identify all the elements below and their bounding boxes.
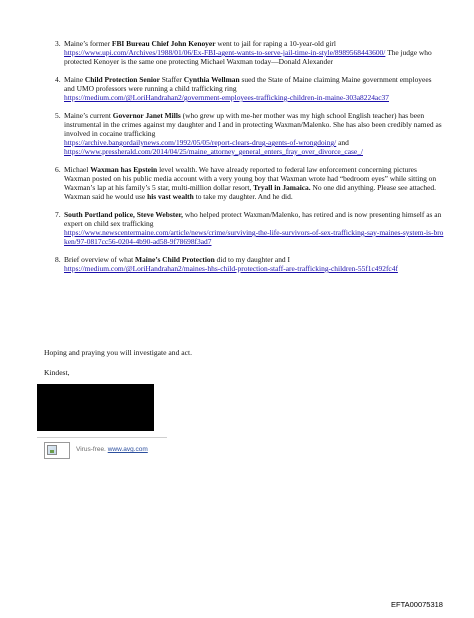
item-bold-text: his vast wealth — [147, 192, 194, 201]
item-text: Maine’s current — [64, 111, 113, 120]
list-item-4 — [44, 75, 444, 102]
item-text: to take my daughter. And he did. — [193, 192, 293, 201]
divider — [37, 437, 167, 438]
list-item-3 — [44, 39, 444, 66]
newscentermaine-link[interactable]: https://www.newscentermaine.com/article/news/crime/surviving-the-life-survivors-of-sex-trafficking-say-maines-system-is-broken/97-0817cc56-0204-4b90-ad58-9f78698f3ad7 — [64, 228, 444, 246]
signoff-text: Kindest, — [44, 368, 70, 377]
item-text: did to my daughter and I — [214, 255, 290, 264]
virus-free-notice — [76, 446, 148, 453]
list-number: 3. — [55, 39, 61, 48]
medium-link[interactable]: https://medium.com/@LoriHandrahan2/maines-hhs-child-protection-staff-are-trafficking-children-55f1c492fc4f — [64, 264, 398, 273]
item-bold-text: Cynthia Wellman — [183, 75, 240, 84]
document-id: EFTA00075318 — [391, 600, 443, 609]
list-number: 6. — [55, 165, 61, 174]
item-text: Maine — [64, 75, 85, 84]
upi-link[interactable]: https://www.upi.com/Archives/1988/01/06/Ex-FBI-agent-wants-to-serve-jail-time-in-style/8989568443600/ — [64, 48, 386, 57]
avg-logo-icon[interactable] — [44, 442, 70, 459]
closing-text: Hoping and praying you will investigate and act. — [44, 348, 193, 357]
list-number: 8. — [55, 255, 61, 264]
medium-link[interactable]: https://medium.com/@LoriHandrahan2/government-employees-trafficking-children-in-maine-303a8224ac37 — [64, 93, 389, 102]
item-text: The judge who protected Kenoyer is the same one protecting Michael Waxman today—Donald Alexander — [64, 48, 432, 66]
virus-free-label: Virus-free. — [76, 446, 106, 453]
list-item-7 — [44, 210, 444, 246]
item-text: Staffer — [159, 75, 184, 84]
item-bold-text: Governor Janet Mills — [112, 111, 181, 120]
item-text: who helped protect Waxman/Malenko, has retired and is now presenting himself as an expert on child sex trafficking — [64, 210, 442, 228]
bangordailynews-link[interactable]: https://archive.bangordailynews.com/1992/05/05/report-clears-drug-agents-of-wrongdoing/ — [64, 138, 337, 147]
item-bold-text: Waxman has Epstein — [90, 165, 158, 174]
item-bold-text: Tryall in Jamaica. — [253, 183, 311, 192]
item-text: sued the State of Maine claiming Maine government employees and UMO professors were running a child trafficking ring — [64, 75, 432, 93]
list-item-5 — [44, 111, 444, 156]
list-item-8 — [44, 255, 444, 273]
avg-link[interactable]: www.avg.com — [107, 446, 148, 453]
item-text: level wealth. We have already reported to federal law enforcement concerning pictures Waxman posted on his public media account with a very young boy that Waxman wrote had “bedroom eyes” while sitting on Waxman’s lap at his family’s 5 star, multi-million dollar resort, — [64, 165, 437, 192]
pressherald-link[interactable]: https://www.pressherald.com/2014/04/25/maine_attorney_general_enters_fray_over_divorce_case_/ — [64, 147, 363, 156]
redacted-signature-block — [37, 384, 154, 431]
broken-image-icon — [47, 445, 57, 455]
item-text: No one did anything. Please see attached. Waxman said he would use — [64, 183, 437, 201]
list-item-6 — [44, 165, 444, 201]
item-bold-text: FBI Bureau Chief John Kenoyer — [111, 39, 216, 48]
list-number: 7. — [55, 210, 61, 219]
item-bold-text: Maine’s Child Protection — [135, 255, 215, 264]
numbered-list — [44, 39, 444, 282]
item-text: went to jail for raping a 10-year-old girl — [215, 39, 336, 48]
item-text: (who grew up with me-her mother was my high school English teacher) has been instrumental in the crimes against my daughter and I and in protecting Waxman/Malenko. She has also been credibly named as involved in cocaine trafficking — [64, 111, 442, 138]
item-text: Maine’s former — [64, 39, 112, 48]
list-number: 4. — [55, 75, 61, 84]
item-bold-text: South Portland police, Steve Webster, — [64, 210, 184, 219]
item-text: Brief overview of what — [64, 255, 136, 264]
item-text: and — [336, 138, 349, 147]
item-bold-text: Child Protection Senior — [84, 75, 160, 84]
item-text: Michael — [64, 165, 91, 174]
list-number: 5. — [55, 111, 61, 120]
